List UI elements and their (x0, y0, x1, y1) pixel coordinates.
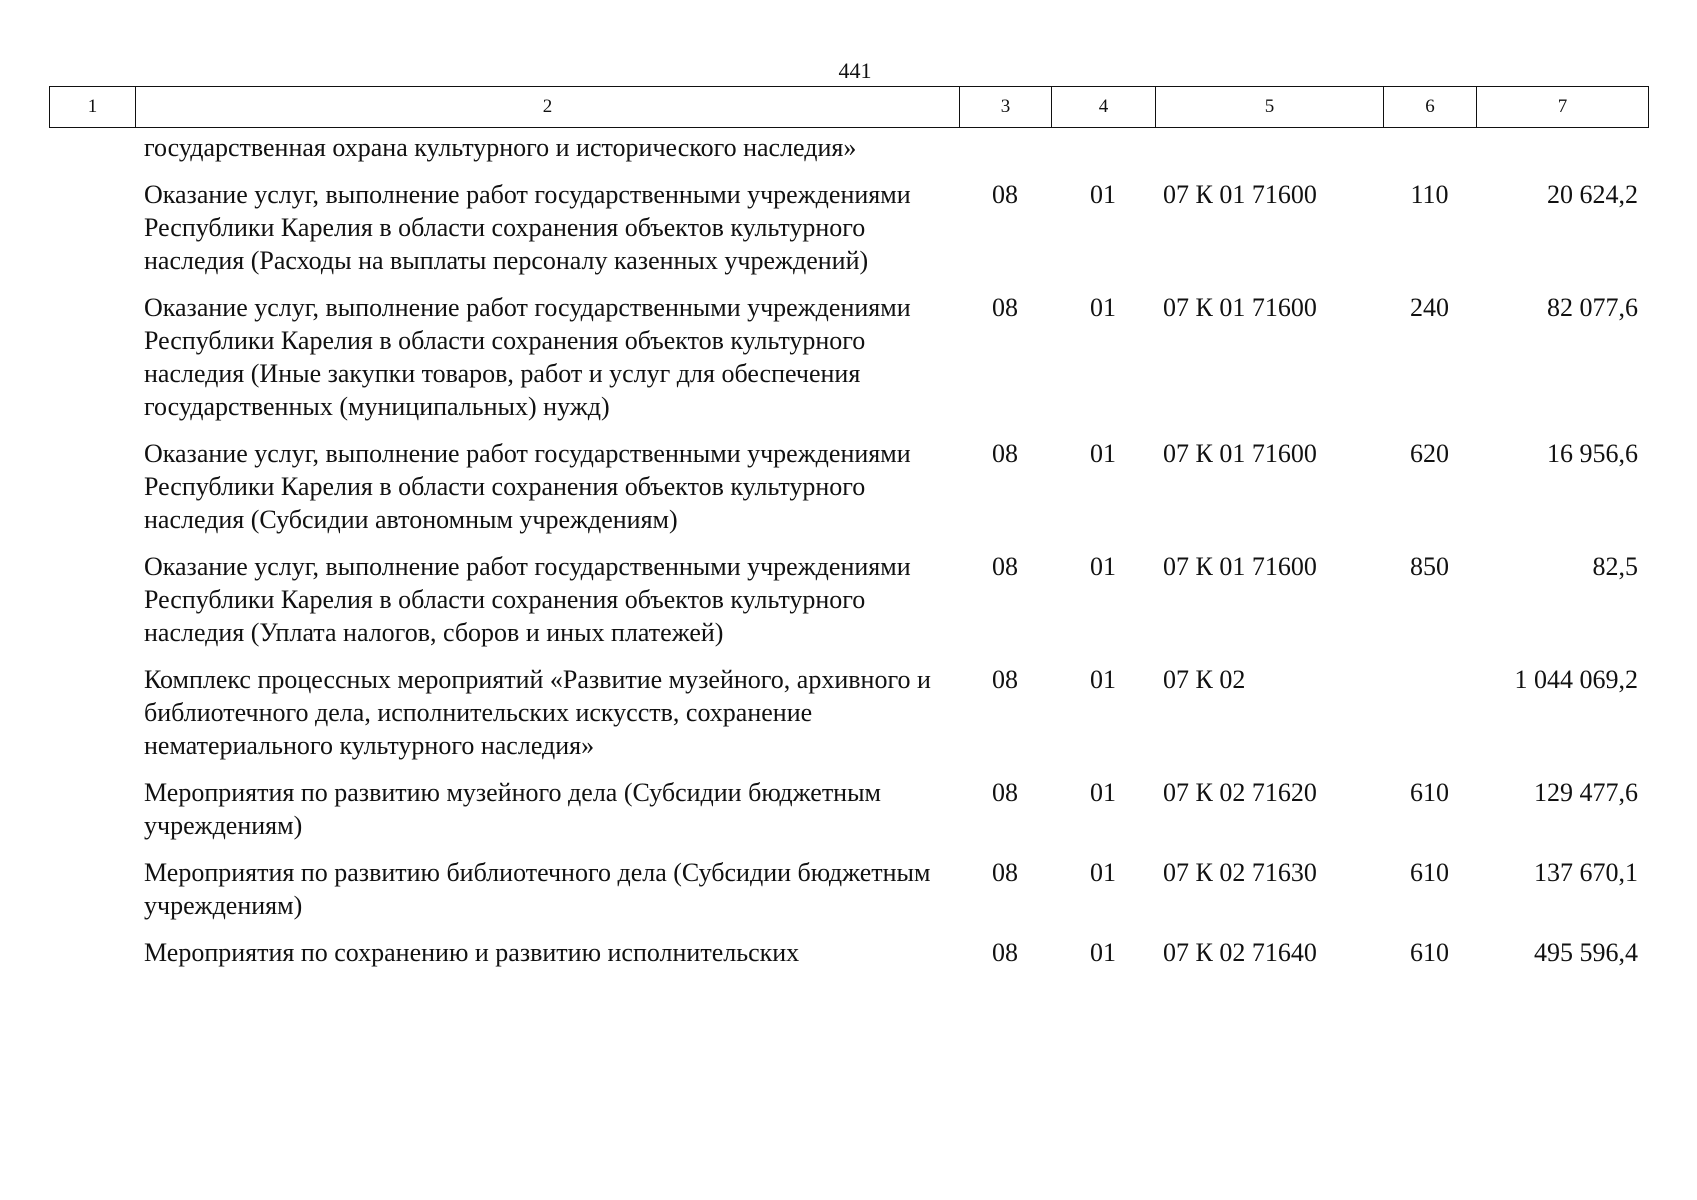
row-amount (1476, 131, 1648, 178)
row-target-code: 07 К 02 71620 (1163, 778, 1317, 807)
table-row (49, 437, 1648, 550)
row-description: Оказание услуг, выполнение работ государственными учреждениями Республики Карелия в области сохранения объектов культурного наследия (Расходы на выплаты персоналу казенных учреждений) (144, 180, 911, 275)
row-description: Оказание услуг, выполнение работ государственными учреждениями Республики Карелия в области сохранения объектов культурного наследия (Уплата налогов, сборов и иных платежей) (144, 552, 911, 647)
row-section-code: 08 (992, 778, 1018, 807)
row-subsection-code: 01 (1090, 858, 1116, 887)
row-subsection-code: 01 (1090, 665, 1116, 694)
row-expense-type (1383, 131, 1476, 178)
column-header: 1 (50, 87, 136, 128)
row-subsection-code (1051, 131, 1155, 178)
table-row (49, 936, 1648, 983)
row-subsection-code: 01 (1090, 778, 1116, 807)
row-section-code: 08 (992, 665, 1018, 694)
table-row (49, 291, 1648, 437)
row-description: Оказание услуг, выполнение работ государственными учреждениями Республики Карелия в области сохранения объектов культурного наследия (Субсидии автономным учреждениям) (144, 439, 911, 534)
row-subsection-code: 01 (1090, 552, 1116, 581)
row-section-code: 08 (992, 439, 1018, 468)
row-expense-type: 620 (1410, 439, 1449, 468)
row-expense-type: 610 (1410, 938, 1449, 967)
row-description: Оказание услуг, выполнение работ государственными учреждениями Республики Карелия в области сохранения объектов культурного наследия (Иные закупки товаров, работ и услуг для обеспечения государственных (муниципальных) нужд) (144, 293, 911, 421)
table-row (49, 131, 1648, 178)
table-row (49, 776, 1648, 856)
row-amount: 82,5 (1592, 552, 1638, 581)
row-amount: 495 596,4 (1534, 938, 1638, 967)
table-row (49, 856, 1648, 936)
column-header: 3 (960, 87, 1052, 128)
row-expense-type: 610 (1410, 778, 1449, 807)
row-subsection-code: 01 (1090, 938, 1116, 967)
row-expense-type: 850 (1410, 552, 1449, 581)
header-row (50, 87, 1649, 128)
row-expense-type: 240 (1410, 293, 1449, 322)
row-subsection-code: 01 (1090, 439, 1116, 468)
column-header: 6 (1384, 87, 1477, 128)
column-header: 7 (1477, 87, 1649, 128)
row-section-code: 08 (992, 858, 1018, 887)
row-section-code: 08 (992, 293, 1018, 322)
row-section-code: 08 (992, 938, 1018, 967)
row-description: Мероприятия по сохранению и развитию исполнительских (144, 938, 800, 967)
column-header: 2 (136, 87, 960, 128)
column-header: 5 (1156, 87, 1384, 128)
budget-table (49, 131, 1648, 983)
row-section-code: 08 (992, 552, 1018, 581)
row-amount: 16 956,6 (1547, 439, 1638, 468)
row-target-code: 07 К 02 71640 (1163, 938, 1317, 967)
row-expense-type: 110 (1410, 180, 1449, 209)
row-target-code: 07 К 02 (1163, 665, 1246, 694)
table-row (49, 550, 1648, 663)
row-target-code (1155, 131, 1383, 178)
row-subsection-code: 01 (1090, 180, 1116, 209)
row-section-code: 08 (992, 180, 1018, 209)
budget-table-body (49, 131, 1648, 983)
row-section-code (959, 131, 1051, 178)
row-expense-type (1383, 663, 1476, 776)
row-amount: 1 044 069,2 (1514, 665, 1638, 694)
row-expense-type: 610 (1410, 858, 1449, 887)
row-description: Комплекс процессных мероприятий «Развитие музейного, архивного и библиотечного дела, исполнительских искусств, сохранение нематериального культурного наследия» (144, 665, 931, 760)
column-header: 4 (1052, 87, 1156, 128)
row-amount: 129 477,6 (1534, 778, 1638, 807)
row-subsection-code: 01 (1090, 293, 1116, 322)
row-target-code: 07 К 02 71630 (1163, 858, 1317, 887)
column-number-header (49, 86, 1649, 128)
table-row (49, 663, 1648, 776)
row-target-code: 07 К 01 71600 (1163, 552, 1317, 581)
row-description: Мероприятия по развитию библиотечного дела (Субсидии бюджетным учреждениям) (144, 858, 931, 920)
row-target-code: 07 К 01 71600 (1163, 439, 1317, 468)
page-number: 441 (838, 58, 872, 83)
row-description: государственная охрана культурного и исторического наследия» (144, 133, 857, 162)
row-amount: 20 624,2 (1547, 180, 1638, 209)
row-target-code: 07 К 01 71600 (1163, 293, 1317, 322)
row-description: Мероприятия по развитию музейного дела (Субсидии бюджетным учреждениям) (144, 778, 882, 840)
row-amount: 82 077,6 (1547, 293, 1638, 322)
row-amount: 137 670,1 (1534, 858, 1638, 887)
row-target-code: 07 К 01 71600 (1163, 180, 1317, 209)
table-row (49, 178, 1648, 291)
